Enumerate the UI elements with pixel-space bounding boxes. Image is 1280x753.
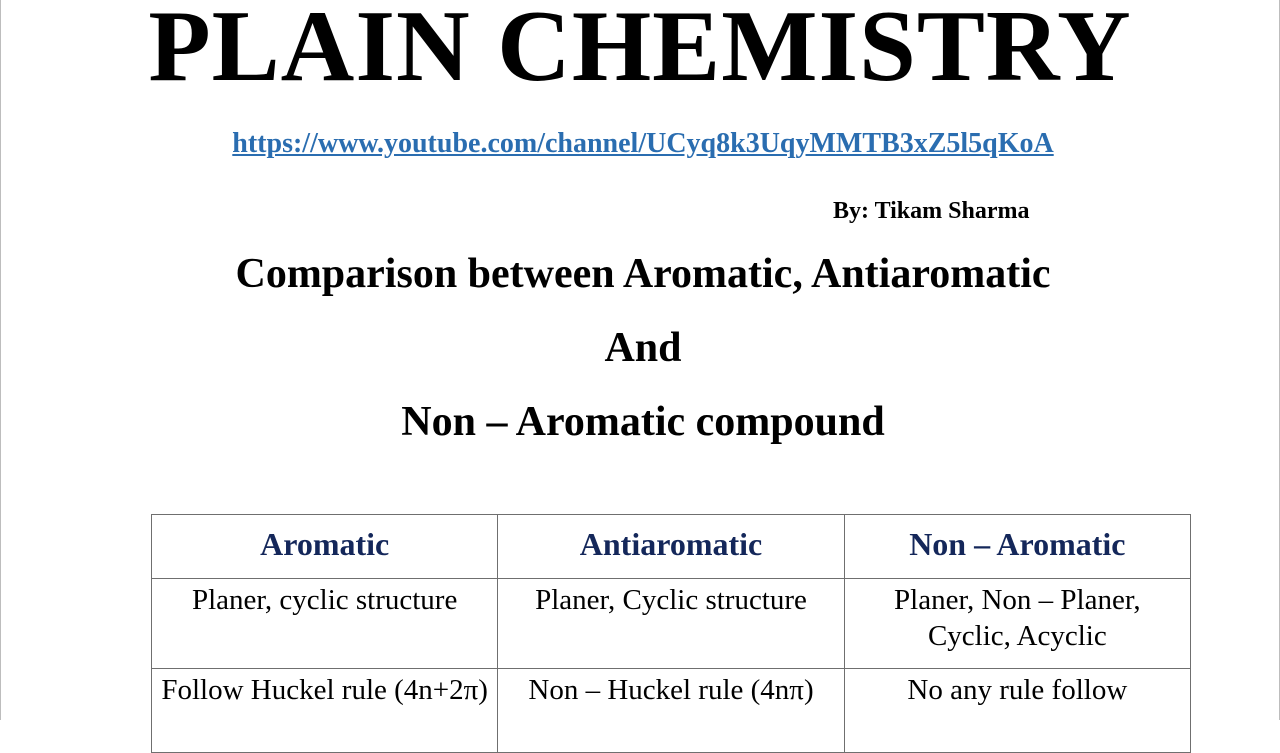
table-row bbox=[152, 669, 1191, 753]
table-cell: Follow Huckel rule (4n+2π) bbox=[152, 669, 498, 753]
table-cell: Planer, Cyclic structure bbox=[498, 579, 844, 669]
comparison-table bbox=[151, 514, 1191, 753]
heading-line-3: Non – Aromatic compound bbox=[401, 399, 885, 445]
table-cell: Planer, Non – Planer, Cyclic, Acyclic bbox=[844, 579, 1190, 669]
table-cell: No any rule follow bbox=[844, 669, 1190, 753]
page-title: PLAIN CHEMISTRY bbox=[148, 0, 1132, 103]
column-header-aromatic: Aromatic bbox=[152, 515, 498, 579]
table-cell: Planer, cyclic structure bbox=[152, 579, 498, 669]
heading-line-1: Comparison between Aromatic, Antiaromatic bbox=[235, 251, 1051, 297]
table-header-row bbox=[152, 515, 1191, 579]
author-credit: By: Tikam Sharma bbox=[833, 198, 1030, 224]
youtube-channel-link[interactable]: https://www.youtube.com/channel/UCyq8k3UqyMMTB3xZ5l5qKoA bbox=[232, 128, 1054, 159]
column-header-antiaromatic: Antiaromatic bbox=[498, 515, 844, 579]
table-cell: Non – Huckel rule (4nπ) bbox=[498, 669, 844, 753]
table-row bbox=[152, 579, 1191, 669]
column-header-non-aromatic: Non – Aromatic bbox=[844, 515, 1190, 579]
heading-line-2: And bbox=[604, 325, 682, 371]
